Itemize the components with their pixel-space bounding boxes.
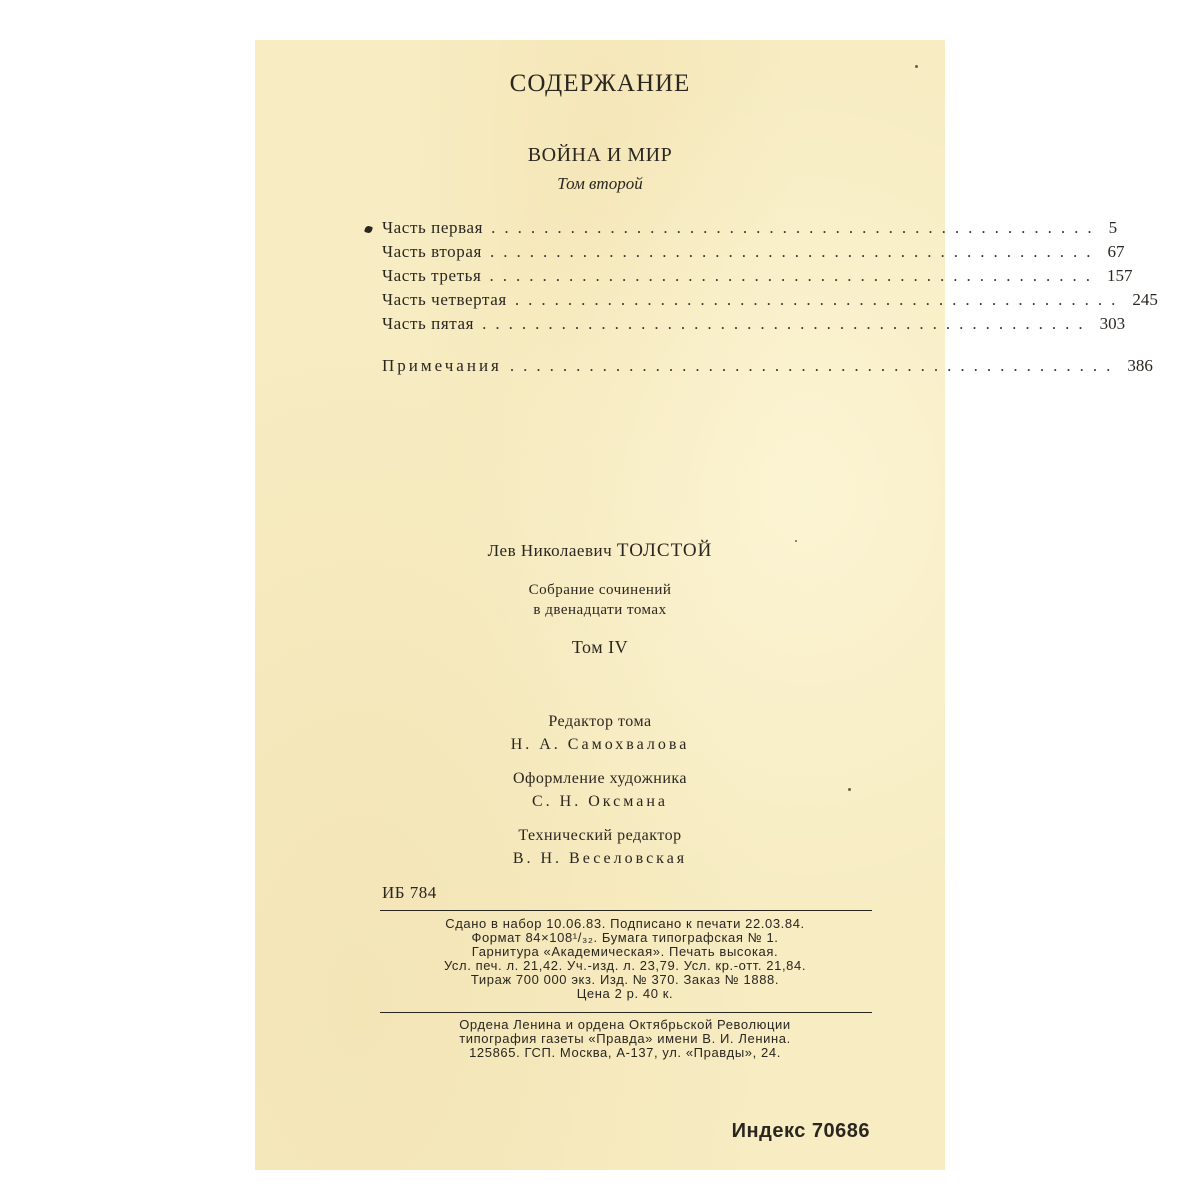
divider (380, 910, 872, 911)
imprint-line: Цена 2 р. 40 к. (576, 986, 674, 1001)
toc-entry-part-5 (382, 314, 1126, 338)
toc-entry-page: 67 (1107, 242, 1125, 261)
collection-line: Собрание сочинений (528, 582, 672, 598)
printer-info (355, 1018, 895, 1060)
toc-leader-dots: .............................................. (514, 290, 1125, 309)
credit-name: Н. А. Самохвалова (510, 736, 690, 753)
author-surname: ТОЛСТОЙ (616, 540, 713, 561)
imprint-line: Ордена Ленина и ордена Октябрьской Революции (459, 1017, 791, 1032)
toc-entry-page: 303 (1099, 314, 1126, 333)
credit-name: В. Н. Веселовская (512, 850, 688, 867)
imprint-line: 125865. ГСП. Москва, А-137, ул. «Правды», 24. (469, 1045, 781, 1060)
index-number: Индекс 70686 (731, 1120, 870, 1142)
imprint-line: Формат 84×108¹/₃₂. Бумага типографская № 1. (471, 930, 779, 945)
collection-title (255, 580, 945, 620)
toc-entry-label: Примечания (382, 356, 502, 375)
author-line (255, 540, 945, 562)
toc-leader-dots: .............................................. (491, 218, 1101, 237)
printing-details (355, 917, 895, 1001)
imprint-line: Сдано в набор 10.06.83. Подписано к печати 22.03.84. (445, 916, 805, 931)
divider (380, 1012, 872, 1013)
toc-entry-page: 5 (1108, 218, 1118, 237)
paper-speck (795, 540, 797, 542)
toc-entry-notes (382, 356, 1153, 380)
credit-role: Оформление художника (512, 770, 688, 787)
contents-heading: СОДЕРЖАНИЕ (509, 70, 691, 97)
imprint-line: типография газеты «Правда» имени В. И. Ленина. (459, 1031, 791, 1046)
paper-speck (915, 65, 918, 68)
toc-entry-part-1 (382, 218, 1118, 242)
credit-role: Технический редактор (518, 827, 682, 844)
toc-entry-label: Часть третья (382, 266, 482, 285)
book-page (255, 40, 1158, 1170)
paper-speck (848, 788, 851, 791)
volume-number: Том IV (571, 637, 629, 657)
toc-leader-dots: .............................................. (482, 314, 1092, 333)
toc-entry-label: Часть первая (382, 218, 484, 237)
imprint-line: Тираж 700 000 экз. Изд. № 370. Заказ № 1888. (470, 972, 780, 987)
toc-entry-page: 386 (1127, 356, 1153, 375)
toc-leader-dots: .............................................. (489, 266, 1099, 285)
toc-entry-part-4 (382, 290, 1158, 314)
toc-leader-dots: .............................................. (489, 242, 1100, 261)
toc-entry-part-2 (382, 242, 1125, 266)
toc-entry-label: Часть вторая (382, 242, 482, 261)
toc-entry-part-3 (382, 266, 1133, 290)
book-title: ВОЙНА И МИР (527, 144, 673, 166)
volume-subtitle: Том второй (557, 174, 643, 193)
collection-line: в двенадцати томах (533, 602, 667, 618)
imprint-line: Гарнитура «Академическая». Печать высокая. (471, 944, 779, 959)
credit-role: Редактор тома (548, 713, 652, 730)
ink-mark (364, 225, 373, 234)
toc-entry-label: Часть пятая (382, 314, 475, 333)
imprint-line: Усл. печ. л. 21,42. Уч.-изд. л. 23,79. Усл. кр.-отт. 21,84. (443, 958, 807, 973)
toc-entry-page: 245 (1132, 290, 1158, 309)
toc-entry-page: 157 (1106, 266, 1133, 285)
toc-entry-label: Часть четвертая (382, 290, 507, 309)
credit-name: С. Н. Оксмана (531, 793, 669, 810)
ib-number: ИБ 784 (382, 883, 437, 902)
author-name: Лев Николаевич (487, 541, 613, 560)
toc-leader-dots: .............................................. (509, 356, 1120, 375)
